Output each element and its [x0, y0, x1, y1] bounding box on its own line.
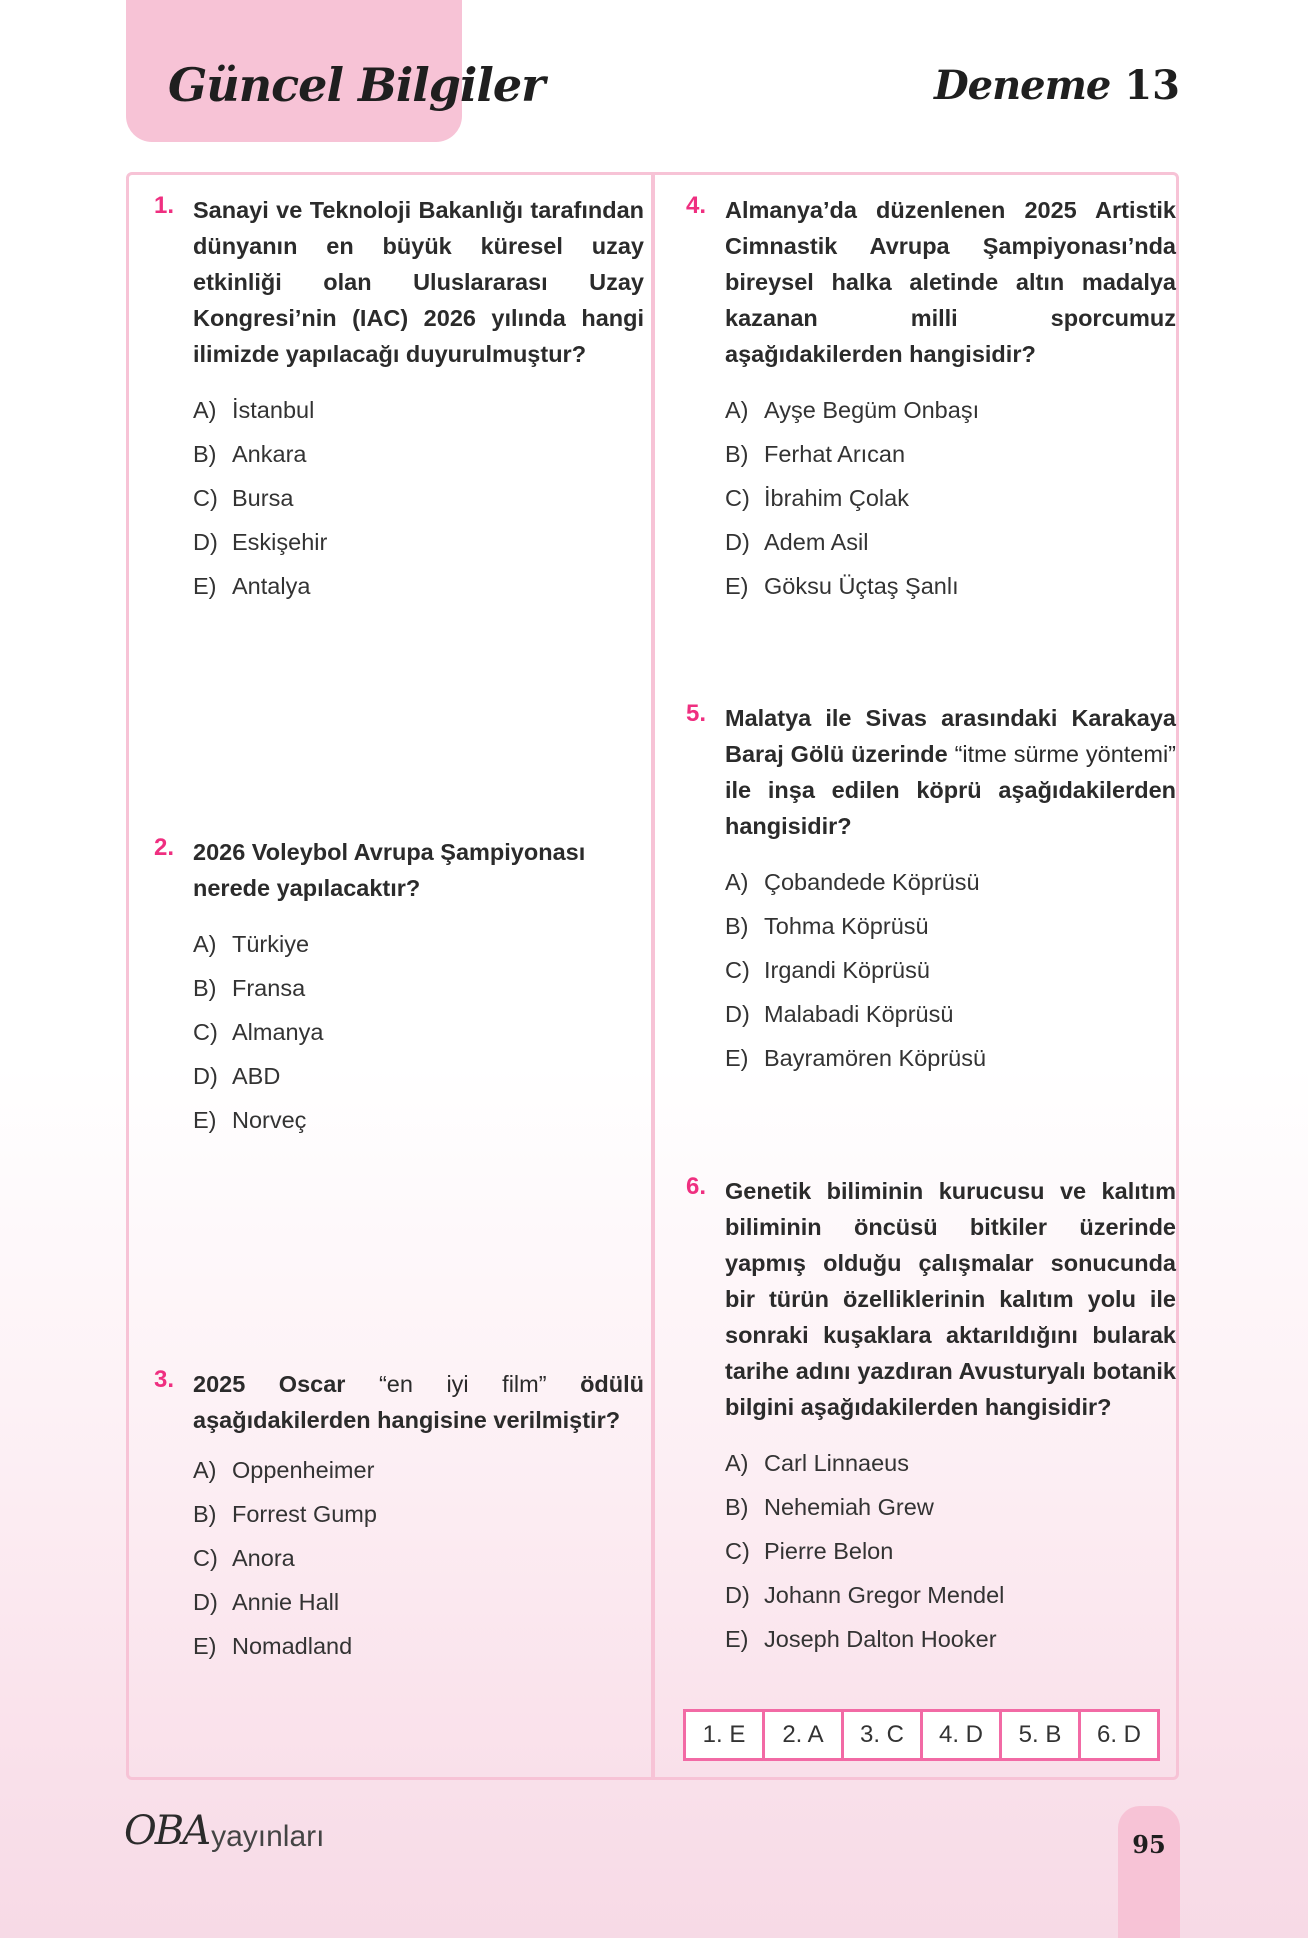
option-letter: B) [193, 1501, 217, 1527]
options-list [193, 388, 644, 608]
option-c[interactable] [725, 476, 1176, 520]
option-letter: B) [193, 975, 217, 1001]
answer-key [683, 1709, 1160, 1761]
question-5 [686, 700, 1176, 1080]
option-letter: A) [193, 931, 217, 957]
option-d[interactable] [193, 520, 644, 564]
question-stem: Genetik biliminin kurucusu ve kalıtım biliminin öncüsü bitkiler üzerinde yapmış olduğu çalışmalar sonucunda bir türün özelliklerinin kalıtım yolu ile sonraki kuşaklara aktarıldığını bularak tarihe adını yazdıran Avusturyalı botanik bilgini aşağıdakilerden hangisidir? [725, 1178, 1176, 1420]
option-text: Göksu Üçtaş Şanlı [764, 573, 959, 599]
stem-quote: “en iyi film” [378, 1371, 547, 1397]
option-b[interactable] [193, 432, 644, 476]
option-text: Nomadland [232, 1633, 353, 1659]
option-text: Eskişehir [232, 529, 328, 555]
answer-key-cell: 3. C [841, 1712, 920, 1758]
question-1 [154, 192, 644, 608]
option-e[interactable] [725, 1617, 1176, 1661]
question-stem [193, 1366, 644, 1438]
option-e[interactable] [193, 564, 644, 608]
test-word: Deneme [933, 62, 1111, 109]
option-letter: D) [725, 1001, 750, 1027]
options-list [725, 388, 1176, 608]
option-text: Ayşe Begüm Onbaşı [764, 397, 980, 423]
option-a[interactable] [193, 922, 644, 966]
answer-key-cell: 2. A [762, 1712, 841, 1758]
option-letter: C) [725, 1538, 750, 1564]
option-text: Joseph Dalton Hooker [764, 1626, 997, 1652]
option-letter: C) [193, 1545, 218, 1571]
options-list [193, 1448, 644, 1668]
answer-key-cell: 6. D [1078, 1712, 1157, 1758]
option-text: İstanbul [232, 397, 315, 423]
test-number: 13 [1124, 62, 1180, 109]
stem-part: Malatya ile Sivas arasındaki Karakaya Baraj Gölü üzerinde [725, 705, 1176, 767]
options-list [725, 1441, 1176, 1661]
option-a[interactable] [725, 388, 1176, 432]
option-letter: E) [725, 1045, 749, 1071]
option-text: Bayramören Köprüsü [764, 1045, 987, 1071]
option-letter: C) [725, 957, 750, 983]
option-letter: E) [193, 1107, 217, 1133]
option-d[interactable] [725, 1573, 1176, 1617]
stem-quote: “itme sürme yöntemi” [954, 741, 1176, 767]
option-b[interactable] [725, 904, 1176, 948]
option-c[interactable] [193, 476, 644, 520]
option-text: Irgandi Köprüsü [764, 957, 930, 983]
option-letter: A) [725, 397, 749, 423]
question-4 [686, 192, 1176, 608]
option-c[interactable] [725, 1529, 1176, 1573]
stem-part: ile inşa edilen köprü aşağıdakilerden hangisidir? [725, 777, 1176, 839]
option-letter: A) [725, 1450, 749, 1476]
option-text: Fransa [232, 975, 306, 1001]
option-c[interactable] [725, 948, 1176, 992]
option-text: İbrahim Çolak [764, 485, 909, 511]
option-d[interactable] [193, 1054, 644, 1098]
option-letter: A) [193, 1457, 217, 1483]
option-b[interactable] [193, 966, 644, 1010]
option-text: Almanya [232, 1019, 324, 1045]
publisher-logo [124, 1808, 324, 1854]
option-text: Ferhat Arıcan [764, 441, 906, 467]
option-letter: A) [725, 869, 749, 895]
option-letter: D) [725, 1582, 750, 1608]
answer-key-cell: 1. E [702, 1721, 746, 1748]
option-text: Türkiye [232, 931, 310, 957]
option-text: Pierre Belon [764, 1538, 894, 1564]
option-e[interactable] [193, 1098, 644, 1142]
option-text: Çobandede Köprüsü [764, 869, 980, 895]
option-letter: E) [193, 1633, 217, 1659]
option-letter: D) [725, 529, 750, 555]
option-e[interactable] [725, 564, 1176, 608]
question-number: 2. [154, 834, 175, 861]
option-text: Annie Hall [232, 1589, 340, 1615]
option-text: Adem Asil [764, 529, 869, 555]
section-title: Güncel Bilgiler [168, 58, 545, 112]
option-c[interactable] [193, 1536, 644, 1580]
option-text: Carl Linnaeus [764, 1450, 910, 1476]
option-b[interactable] [193, 1492, 644, 1536]
question-6 [686, 1173, 1176, 1661]
column-divider [651, 172, 655, 1780]
option-e[interactable] [193, 1624, 644, 1668]
option-c[interactable] [193, 1010, 644, 1054]
page-number-tab [1118, 1806, 1180, 1938]
option-a[interactable] [725, 1441, 1176, 1485]
publisher-name: yayınları [211, 1820, 325, 1853]
option-text: Bursa [232, 485, 294, 511]
option-letter: B) [725, 913, 749, 939]
option-letter: B) [725, 1494, 749, 1520]
option-letter: D) [193, 1063, 218, 1089]
option-b[interactable] [725, 432, 1176, 476]
option-b[interactable] [725, 1485, 1176, 1529]
stem-part: ödülü aşağıdakilerden hangisine verilmiştir? [193, 1371, 645, 1433]
options-list [725, 860, 1176, 1080]
question-number: 1. [154, 192, 175, 219]
option-text: Antalya [232, 573, 311, 599]
options-list [193, 922, 644, 1142]
option-text: Nehemiah Grew [764, 1494, 934, 1520]
option-text: Norveç [232, 1107, 307, 1133]
option-text: Ankara [232, 441, 307, 467]
question-number: 3. [154, 1366, 175, 1393]
stem-part: 2025 Oscar [193, 1371, 346, 1397]
option-letter: C) [725, 485, 750, 511]
question-3 [154, 1366, 644, 1668]
publisher-mark: OBA [124, 1808, 210, 1854]
option-a[interactable] [193, 1448, 644, 1492]
option-text: ABD [232, 1063, 281, 1089]
test-title [934, 62, 1180, 109]
question-number: 4. [686, 192, 707, 219]
question-number: 6. [686, 1173, 707, 1200]
option-letter: B) [725, 441, 749, 467]
option-letter: B) [193, 441, 217, 467]
answer-key-cell: 5. B [999, 1712, 1078, 1758]
option-d[interactable] [725, 520, 1176, 564]
answer-key-cell: 4. D [920, 1712, 999, 1758]
option-a[interactable] [193, 388, 644, 432]
option-a[interactable] [725, 860, 1176, 904]
question-stem: Sanayi ve Teknoloji Bakanlığı tarafından dünyanın en büyük küresel uzay etkinliği olan Uluslararası Uzay Kongresi’nin (IAC) 2026 yılında hangi ilimizde yapılacağı duyurulmuştur? [193, 197, 644, 367]
option-letter: D) [193, 529, 218, 555]
question-number: 5. [686, 700, 707, 727]
option-text: Oppenheimer [232, 1457, 375, 1483]
option-text: Tohma Köprüsü [764, 913, 929, 939]
question-stem: 2026 Voleybol Avrupa Şampiyonası nerede yapılacaktır? [193, 839, 586, 901]
question-stem: Almanya’da düzenlenen 2025 Artistik Cimnastik Avrupa Şampiyonası’nda bireysel halka aletinde altın madalya kazanan milli sporcumuz aşağıdakilerden hangisidir? [725, 197, 1176, 367]
option-letter: E) [725, 573, 749, 599]
option-letter: D) [193, 1589, 218, 1615]
option-d[interactable] [193, 1580, 644, 1624]
option-letter: C) [193, 485, 218, 511]
option-letter: A) [193, 397, 217, 423]
option-letter: E) [193, 573, 217, 599]
option-e[interactable] [725, 1036, 1176, 1080]
option-text: Johann Gregor Mendel [764, 1582, 1005, 1608]
option-letter: E) [725, 1626, 749, 1652]
question-2 [154, 834, 644, 1142]
question-stem [725, 700, 1176, 844]
option-text: Malabadi Köprüsü [764, 1001, 954, 1027]
option-text: Forrest Gump [232, 1501, 377, 1527]
page-number: 95 [1132, 1830, 1166, 1859]
option-letter: C) [193, 1019, 218, 1045]
option-text: Anora [232, 1545, 295, 1571]
option-d[interactable] [725, 992, 1176, 1036]
